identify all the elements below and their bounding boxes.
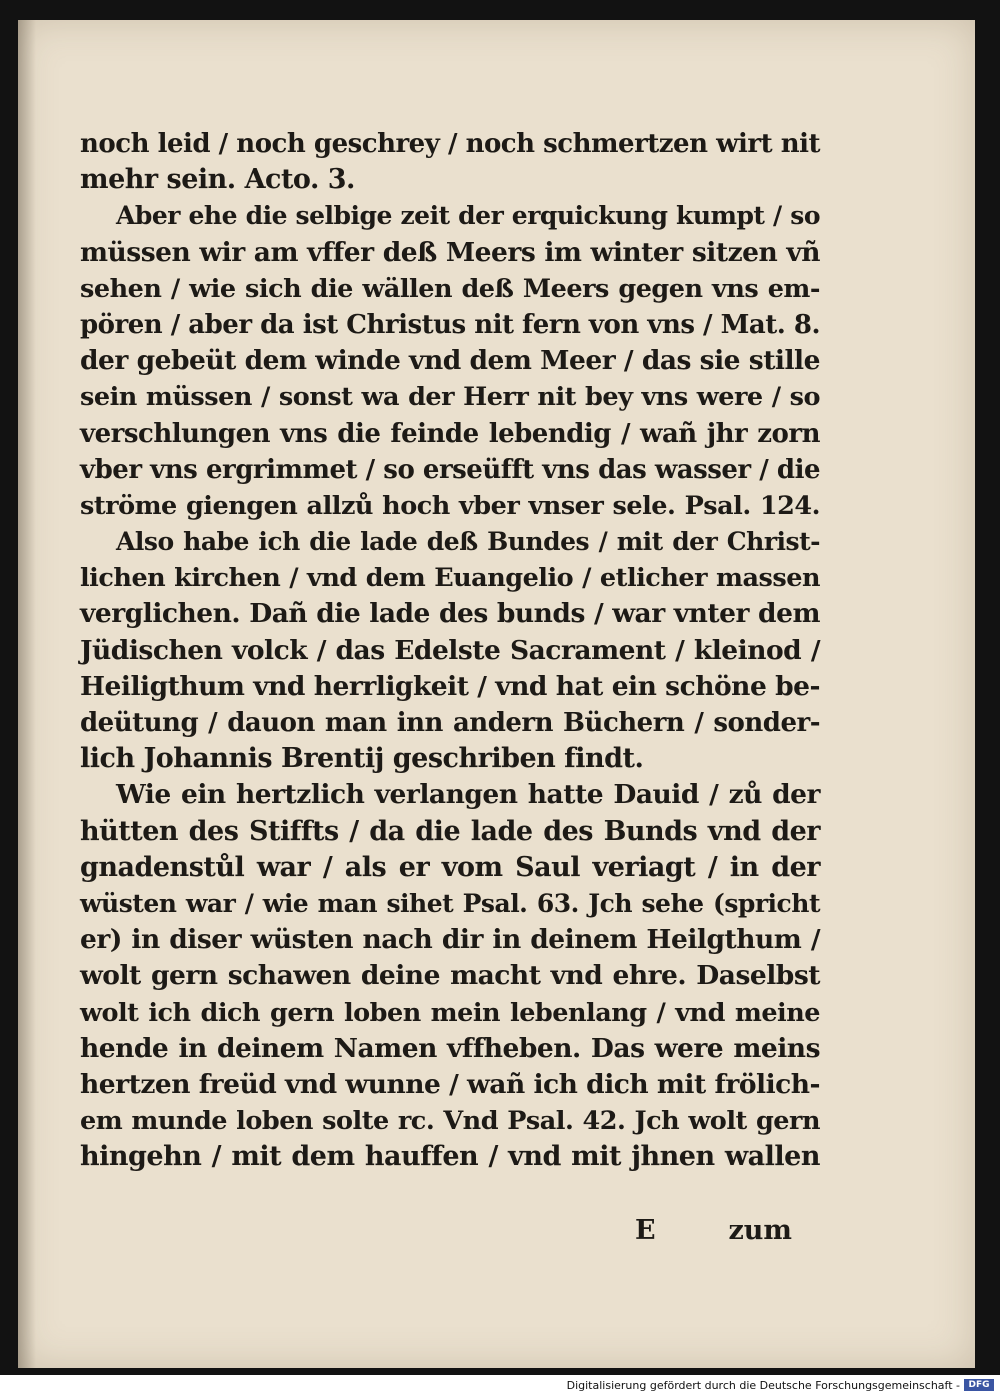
dfg-logo-icon: DFG <box>964 1379 994 1391</box>
text-line: hütten des Stiffts / da die lade des Bunds vnd der <box>80 815 820 847</box>
text-line: hingehn / mit dem hauffen / vnd mit jhnen wallen <box>80 1141 820 1173</box>
text-line: noch leid / noch geschrey / noch schmertzen wirt nit <box>80 129 820 159</box>
text-line: Wie ein hertzlich verlangen hatte Dauid / zů der <box>116 779 820 811</box>
text-line: sehen / wie sich die wällen deß Meers gegen vns em- <box>80 273 820 304</box>
text-line: verschlungen vns die feinde lebendig / wañ jhr zorn <box>80 418 820 449</box>
text-line: mehr sein. Acto. 3. <box>80 164 355 196</box>
text-line: Aber ehe die selbige zeit der erquickung kumpt / so <box>116 201 820 231</box>
text-line: er) in diser wüsten nach dir in deinem Heilgthum / <box>80 924 820 956</box>
text-line: deütung / dauon man inn andern Büchern / sonder- <box>80 708 820 738</box>
text-line: hertzen freüd vnd wunne / wañ ich dich mit frölich- <box>80 1068 821 1100</box>
text-line: hende in deinem Namen vffheben. Das were meins <box>80 1032 820 1064</box>
text-line: sein müssen / sonst wa der Herr nit bey vns were / so <box>80 382 820 413</box>
text-line: der gebeüt dem winde vnd dem Meer / das sie stille <box>80 345 820 377</box>
signature-mark: E <box>635 1215 656 1246</box>
text-line: wolt gern schawen deine macht vnd ehre. Daselbst <box>80 960 820 992</box>
text-line: wolt ich dich gern loben mein lebenlang / vnd meine <box>80 997 820 1028</box>
text-line: lich Johannis Brentij geschriben findt. <box>80 743 644 775</box>
funding-credit: Digitalisierung gefördert durch die Deutsche Forschungsgemeinschaft - <box>566 1379 960 1392</box>
text-line: Heiligthum vnd herrligkeit / vnd hat ein schöne be- <box>80 670 820 702</box>
text-line: müssen wir am vffer deß Meers im winter sitzen vñ <box>80 236 820 268</box>
text-line: Also habe ich die lade deß Bundes / mit der Christ- <box>116 527 820 557</box>
text-line: Jüdischen volck / das Edelste Sacrament / kleinod / <box>80 634 820 666</box>
text-line: em munde loben solte rc. Vnd Psal. 42. Jch wolt gern <box>80 1106 820 1137</box>
text-line: pören / aber da ist Christus nit fern von vns / Mat. 8. <box>80 309 820 340</box>
text-line: lichen kirchen / vnd dem Euangelio / etlicher massen <box>80 563 820 594</box>
page-gutter-shadow <box>18 20 36 1368</box>
text-line: gnadenstůl war / als er vom Saul veriagt / in der <box>80 851 820 883</box>
text-line: verglichen. Dañ die lade des bunds / war vnter dem <box>80 598 820 630</box>
page-body-text <box>80 126 820 1175</box>
text-line: vber vns ergrimmet / so erseüfft vns das wasser / die <box>80 454 820 485</box>
catchword: zum <box>728 1215 792 1246</box>
text-line: ströme giengen allzů hoch vber vnser sele. Psal. 124. <box>80 490 820 521</box>
digitization-footer <box>0 1375 1000 1395</box>
page-foot <box>80 1215 792 1255</box>
text-line: wüsten war / wie man sihet Psal. 63. Jch sehe (spricht <box>80 888 820 918</box>
